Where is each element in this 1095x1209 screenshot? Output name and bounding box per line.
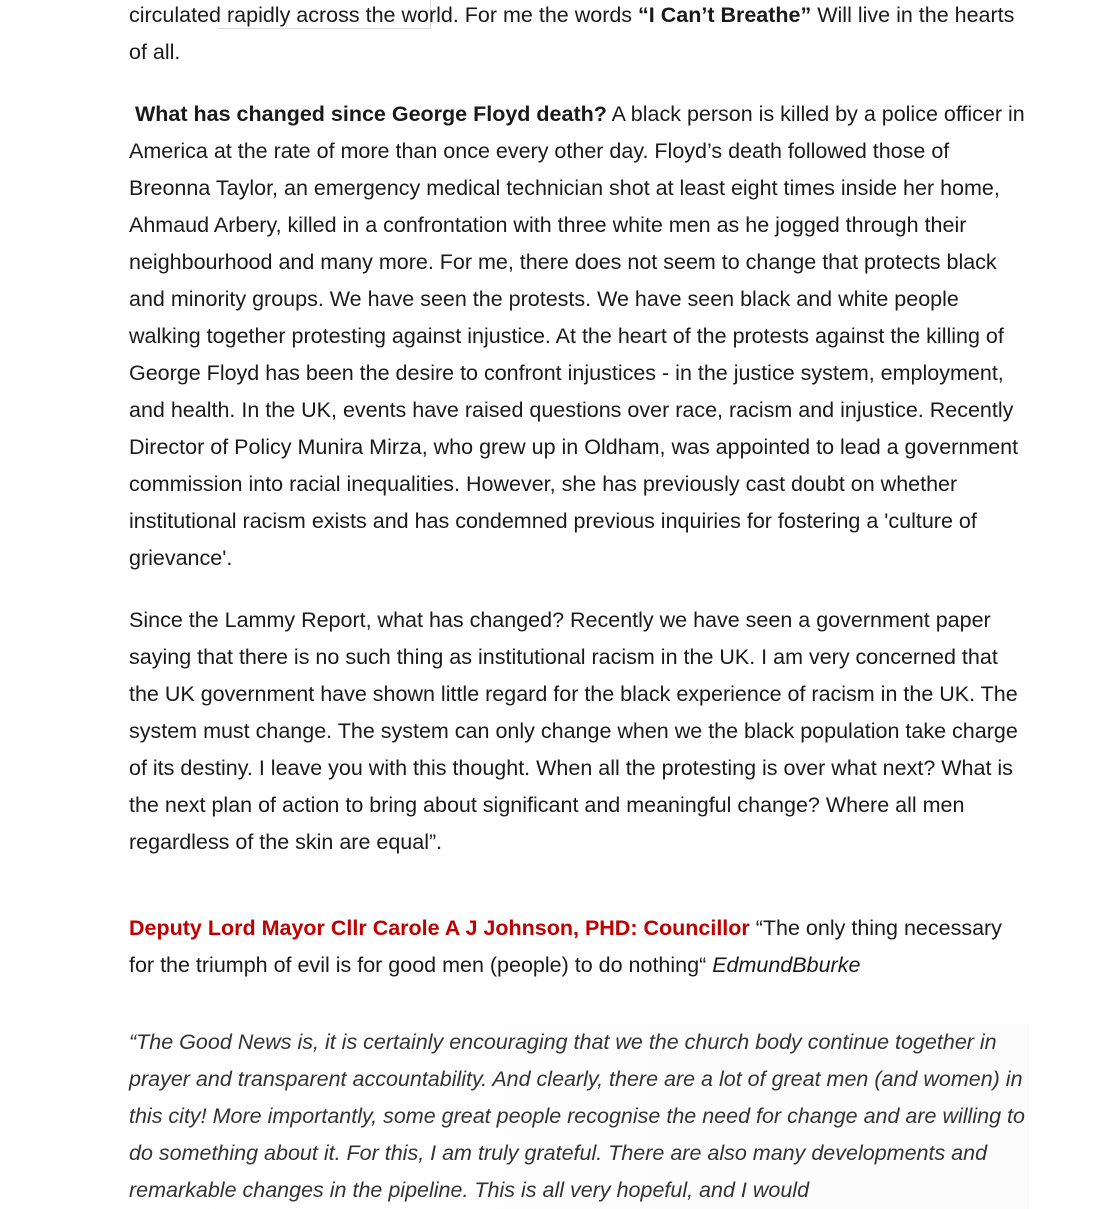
burke-quote: “The only thing necessary for the triumph of evil is for good men (people) to do nothing“: [129, 916, 1002, 977]
paragraph-what-has-changed-body: A black person is killed by a police officer in America at the rate of more than once every other day. Floyd’s death followed those of Breonna Taylor, an emergency medical technician shot at least eight times inside her home, Ahmaud Arbery, killed in a confrontation with three white men as he jogged through their neighbourhood and many more. For me, there does not seem to change that protects black and minority groups. We have seen the protests. We have seen black and white people walking together protesting against injustice. At the heart of the protests against the killing of George Floyd has been the desire to confront injustices - in the justice system, employment, and health. In the UK, events have raised questions over race, racism and injustice. Recently Director of Policy Munira Mirza, who grew up in Oldham, was appointed to lead a government commission into racial inequalities. However, she has previously cast doubt on whether institutional racism exists and has condemned previous inquiries for fostering a 'culture of grievance'.: [129, 102, 1025, 570]
paragraph-deputy-lord-mayor: [129, 910, 1029, 984]
paragraph-lammy-report-body: Since the Lammy Report, what has changed? Recently we have seen a government paper saying that there is no such thing as institutional racism in the UK. I am very concerned that the UK government have shown little regard for the black experience of racism in the UK. The system must change. The system can only change when we the black population take charge of its destiny. I leave you with this thought. When all the protesting is over what next? What is the next plan of action to bring about significant and meaningful change? Where all men regardless of the skin are equal”.: [129, 608, 1018, 854]
quote-author: EdmundBburke: [712, 953, 861, 977]
speaker-name: Deputy Lord Mayor Cllr Carole A J Johnson, PHD: Councillor: [129, 916, 750, 940]
paragraph-intro-text: circulated rapidly across the world. For me the words: [129, 3, 639, 27]
paragraph-intro-text-end: Will live in the hearts of all.: [129, 3, 1015, 64]
paragraph-lammy-report: [129, 602, 1029, 861]
paragraph-what-has-changed: [129, 96, 1029, 577]
paragraph-intro-end: [129, 0, 1029, 71]
section-heading-what-has-changed: What has changed since George Floyd death?: [134, 102, 607, 126]
quote-i-cant-breathe: “I Can’t Breathe”: [638, 3, 812, 27]
document-page: [129, 0, 1029, 1209]
good-news-quote-body: “The Good News is, it is certainly encouraging that we the church body continue together in prayer and transparent accountability. And clearly, there are a lot of great men (and women) in this city! More importantly, some great people recognise the need for change and are willing to do something about it. For this, I am truly grateful. There are also many developments and remarkable changes in the pipeline. This is all very hopeful, and I would: [129, 1030, 1025, 1202]
paragraph-good-news-quote: [129, 1024, 1029, 1209]
